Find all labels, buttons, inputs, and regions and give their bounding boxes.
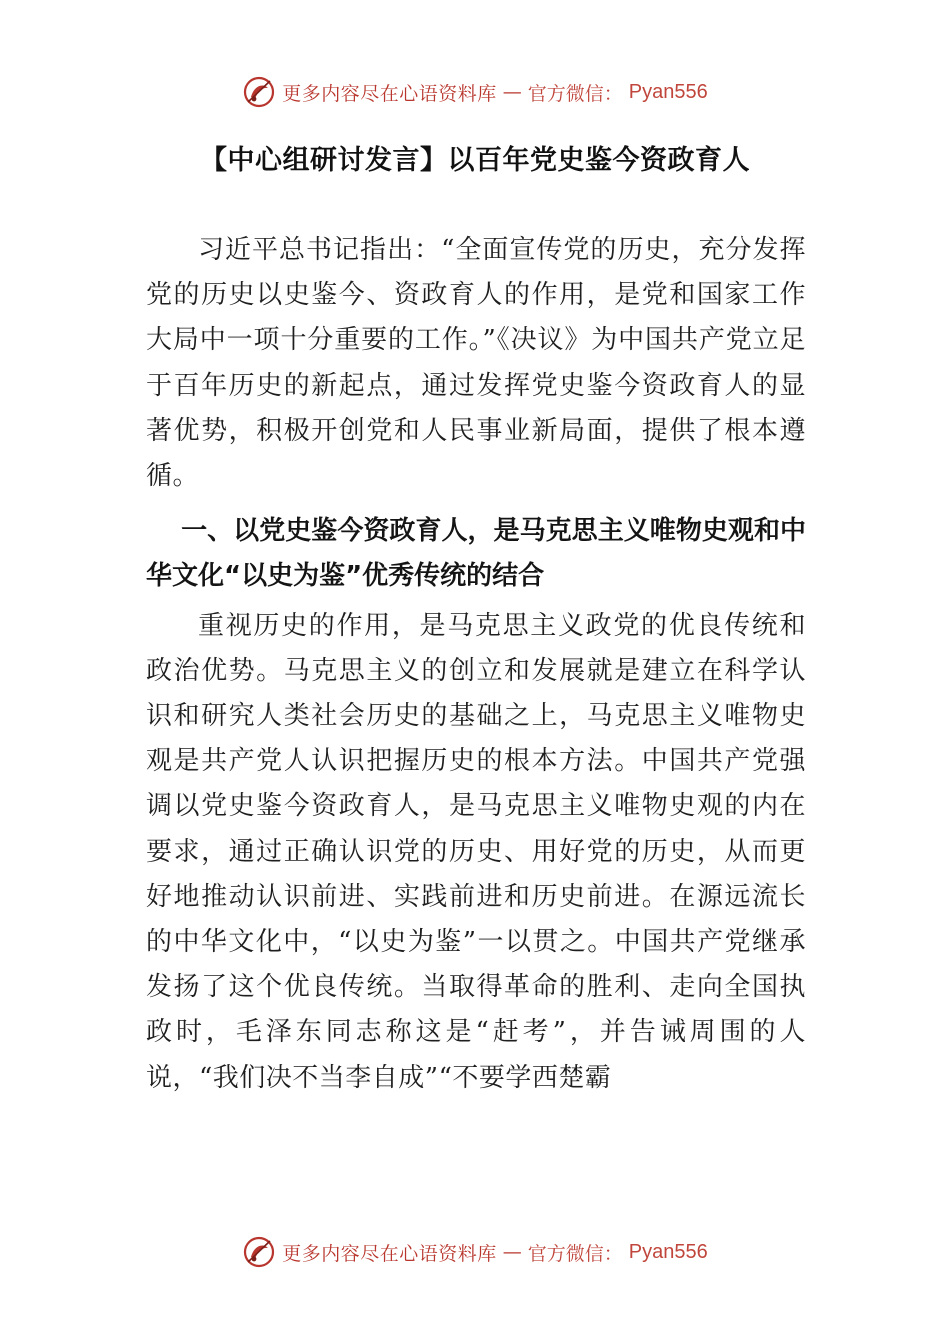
paragraph-section-1: 重视历史的作用，是马克思主义政党的优良传统和政治优势。马克思主义的创立和发展就是建立在科学认识和研究人类社会历史的基础之上，马克思主义唯物史观是共产党人认识把握历史的根本方法。中国共产党强调以党史鉴今资政育人，是马克思主义唯物史观的内在要求，通过正确认识党的历史、用好党的历史，从而更好地推动认识前进、实践前进和历史前进。在源远流长的中华文化中，“以史为鉴”一以贯之。中国共产党继承发扬了这个优良传统。当取得革命的胜利、走向全国执政时，毛泽东同志称这是“赶考”，并告诫周围的人说，“我们决不当李自成”“不要学西楚霸	[146, 610, 806, 1093]
banner-text: 更多内容尽在心语资料库	[282, 82, 497, 105]
banner-wechat-label: 官方微信：	[527, 82, 623, 105]
brand-logo-icon	[242, 1235, 276, 1269]
brand-logo-icon	[242, 75, 276, 109]
footer-banner	[0, 1232, 950, 1272]
banner-dash: —	[502, 1241, 522, 1263]
banner-wechat-id: Pyan556	[628, 80, 708, 103]
header-banner	[0, 72, 950, 112]
banner-wechat-label: 官方微信：	[527, 1242, 623, 1265]
paragraph-intro: 习近平总书记指出：“全面宣传党的历史，充分发挥党的历史以史鉴今、资政育人的作用，是党和国家工作大局中一项十分重要的工作。”《决议》为中国共产党立足于百年历史的新起点，通过发挥党史鉴今资政育人的显著优势，积极开创党和人民事业新局面，提供了根本遵循。	[146, 235, 806, 492]
banner-dash: —	[502, 81, 522, 103]
section-heading-1: 一、以党史鉴今资政育人，是马克思主义唯物史观和中华文化“以史为鉴”优秀传统的结合	[146, 516, 806, 592]
banner-text: 更多内容尽在心语资料库	[282, 1242, 497, 1265]
document-body	[146, 228, 806, 1101]
document-title: 【中心组研讨发言】以百年党史鉴今资政育人	[200, 145, 750, 176]
banner-wechat-id: Pyan556	[628, 1240, 708, 1263]
